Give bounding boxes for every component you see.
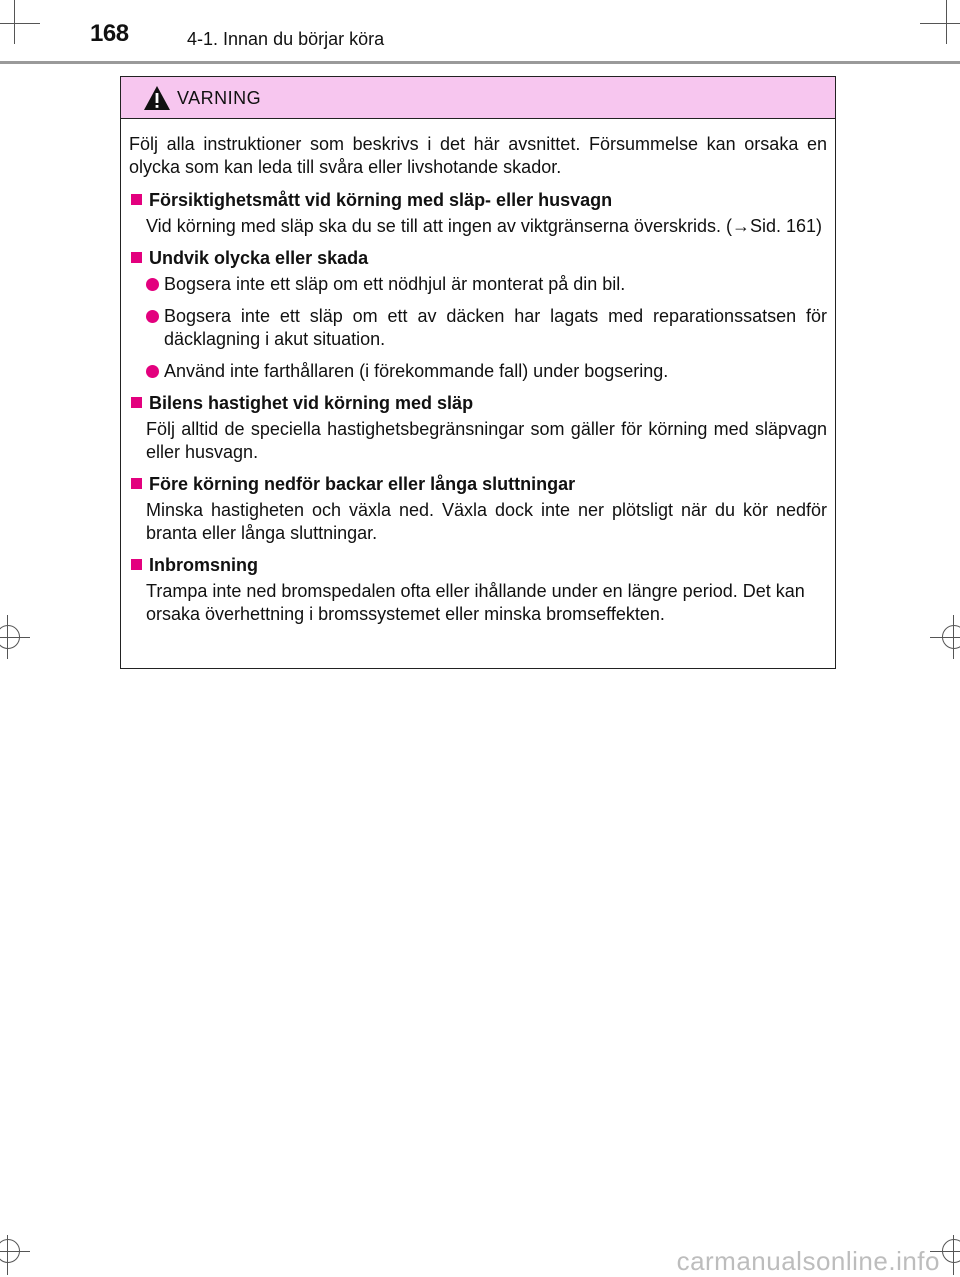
section-title: Inbromsning	[149, 555, 258, 575]
list-item: Bogsera inte ett släp om ett av däcken har lagats med reparationssatsen för däcklagning i akut situation.	[146, 305, 827, 351]
list-item: Bogsera inte ett släp om ett nödhjul är monterat på din bil.	[146, 273, 827, 296]
section-text: Vid körning med släp ska du se till att ingen av viktgränserna överskrids. (→Sid. 161)	[146, 216, 822, 236]
section-text: Följ alltid de speciella hastighetsbegränsningar som gäller för körning med släpvagn eller husvagn.	[146, 419, 827, 462]
section-trailer-precautions	[129, 189, 827, 238]
section-title: 4-1. Innan du börjar köra	[187, 29, 385, 49]
section-title: Försiktighetsmått vid körning med släp- eller husvagn	[149, 190, 613, 210]
header-rule	[0, 61, 960, 64]
list-item: Använd inte farthållaren (i förekommande fall) under bogsering.	[146, 360, 827, 383]
warning-header	[121, 77, 835, 119]
section-downhill	[129, 473, 827, 545]
section-avoid-accident	[129, 247, 827, 383]
section-title: Undvik olycka eller skada	[149, 248, 369, 268]
square-bullet-icon	[131, 478, 142, 489]
square-bullet-icon	[131, 252, 142, 263]
warning-box	[120, 76, 836, 669]
round-bullet-icon	[146, 365, 159, 378]
square-bullet-icon	[131, 194, 142, 205]
square-bullet-icon	[131, 559, 142, 570]
page-number: 168	[90, 20, 129, 47]
section-text: Minska hastigheten och växla ned. Växla dock inte ner plötsligt när du kör nedför branta eller långa sluttningar.	[146, 500, 827, 543]
warning-triangle-icon	[143, 85, 171, 111]
round-bullet-icon	[146, 310, 159, 323]
section-braking	[129, 554, 827, 626]
round-bullet-icon	[146, 278, 159, 291]
section-title: Före körning nedför backar eller långa sluttningar	[149, 474, 576, 494]
square-bullet-icon	[131, 397, 142, 408]
warning-intro: Följ alla instruktioner som beskrivs i det här avsnittet. Försummelse kan orsaka en olycka som kan leda till svåra eller livshotande skador.	[129, 134, 827, 177]
footer-watermark: carmanualsonline.info	[676, 1246, 940, 1276]
section-speed-with-trailer	[129, 392, 827, 464]
section-title: Bilens hastighet vid körning med släp	[149, 393, 474, 413]
page-header	[0, 0, 960, 64]
warning-body	[121, 119, 835, 626]
section-text: Trampa inte ned bromspedalen ofta eller ihållande under en längre period. Det kan orsaka överhettning i bromssystemet eller minska bromseffekten.	[146, 581, 805, 624]
warning-label: VARNING	[177, 88, 262, 108]
